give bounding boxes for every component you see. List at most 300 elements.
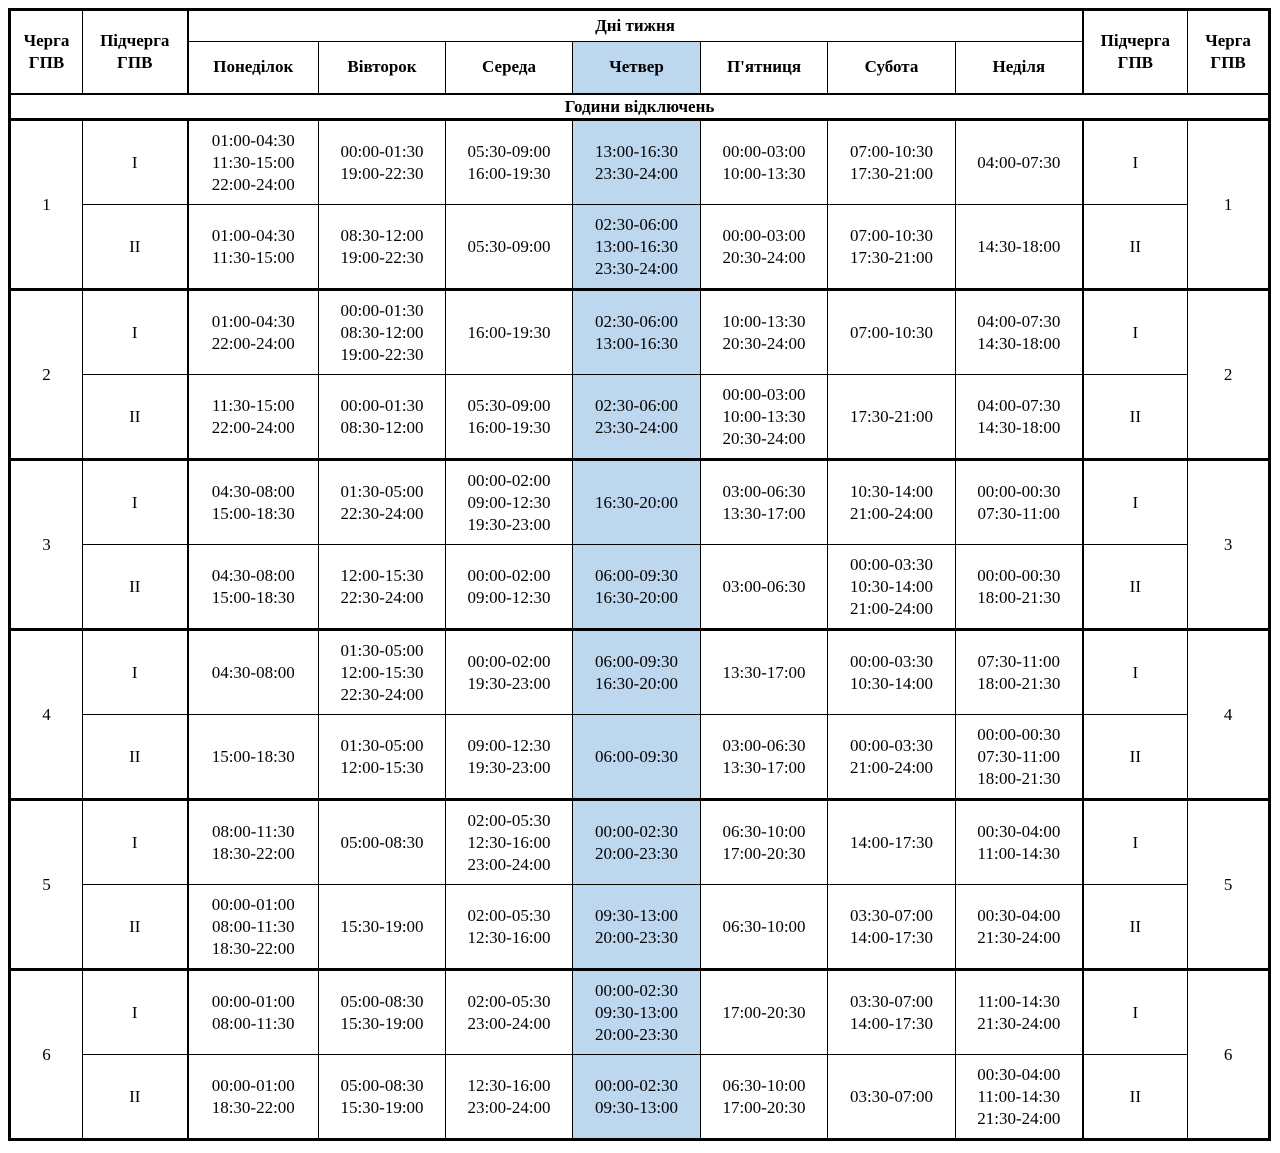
time-range: 04:30-08:00 (211, 566, 295, 585)
queue-number-left: 5 (10, 800, 83, 970)
time-range: 23:00-24:00 (467, 854, 551, 874)
subqueue-label-left: II (83, 375, 188, 460)
time-range: 05:00-08:30 (340, 832, 424, 852)
outage-times-day-4 (701, 375, 828, 460)
outage-times-day-3 (573, 715, 701, 800)
time-range: 05:30-09:00 (467, 142, 551, 161)
time-range: 08:00-11:30 (212, 822, 295, 841)
time-range: 05:30-09:00 (467, 236, 551, 256)
time-range: 23:00-24:00 (467, 1097, 551, 1117)
time-range: 23:00-24:00 (467, 1013, 551, 1033)
time-range: 14:30-18:00 (977, 333, 1061, 353)
outage-times-day-2 (446, 1055, 573, 1140)
time-range: 12:30-16:00 (467, 1076, 551, 1095)
outage-times-day-2 (446, 885, 573, 970)
time-range: 19:30-23:00 (467, 673, 551, 693)
time-range: 22:00-24:00 (211, 333, 295, 353)
time-range: 18:00-21:30 (977, 587, 1061, 607)
subqueue-label-right: II (1083, 545, 1188, 630)
queue-header-right: Черга ГПВ (1188, 10, 1270, 94)
outage-times-day-0 (188, 120, 319, 205)
time-range: 09:30-13:00 (594, 1097, 679, 1117)
outage-times-day-1 (319, 290, 446, 375)
outage-times-day-5 (828, 290, 956, 375)
outage-times-day-4 (701, 970, 828, 1055)
time-range: 18:30-22:00 (211, 938, 295, 958)
outage-times-day-1 (319, 800, 446, 885)
outage-times-day-1 (319, 545, 446, 630)
time-range: 00:00-02:30 (594, 981, 679, 1001)
outage-times-day-4 (701, 460, 828, 545)
subqueue-label-right: I (1083, 800, 1188, 885)
outage-times-day-0 (188, 885, 319, 970)
time-range: 13:00-16:30 (594, 142, 679, 161)
time-range: 00:30-04:00 (977, 822, 1061, 841)
time-range: 00:00-01:30 (340, 142, 424, 161)
schedule-row-queue-6-sub-II (10, 1055, 1270, 1140)
outage-times-day-5 (828, 630, 956, 715)
time-range: 06:00-09:30 (594, 746, 679, 766)
outage-times-day-2 (446, 205, 573, 290)
outage-times-day-5 (828, 800, 956, 885)
time-range: 10:30-14:00 (849, 482, 934, 501)
outage-times-day-0 (188, 970, 319, 1055)
outage-times-day-6 (956, 120, 1083, 205)
outage-times-day-0 (188, 460, 319, 545)
outage-times-day-5 (828, 375, 956, 460)
time-range: 02:30-06:00 (594, 312, 679, 331)
outage-times-day-1 (319, 120, 446, 205)
outage-times-day-6 (956, 1055, 1083, 1140)
day-header-tuesday: Вівторок (319, 42, 446, 94)
time-range: 00:00-03:00 (722, 226, 806, 245)
subqueue-label-left: II (83, 205, 188, 290)
subqueue-label-left: I (83, 800, 188, 885)
outage-times-day-5 (828, 715, 956, 800)
time-range: 17:30-21:00 (849, 163, 934, 183)
day-header-saturday: Субота (828, 42, 956, 94)
time-range: 19:00-22:30 (340, 247, 424, 267)
subqueue-label-left: I (83, 290, 188, 375)
time-range: 00:00-03:30 (849, 652, 934, 671)
time-range: 12:30-16:00 (467, 927, 551, 947)
time-range: 21:00-24:00 (849, 503, 934, 523)
time-range: 15:00-18:30 (211, 587, 295, 607)
time-range: 19:30-23:00 (467, 757, 551, 777)
time-range: 05:30-09:00 (467, 396, 551, 415)
outage-times-day-6 (956, 460, 1083, 545)
queue-number-right: 6 (1188, 970, 1270, 1140)
time-range: 00:00-02:00 (467, 566, 551, 585)
queue-number-right: 2 (1188, 290, 1270, 460)
outage-times-day-2 (446, 290, 573, 375)
queue-number-left: 3 (10, 460, 83, 630)
time-range: 12:00-15:30 (340, 757, 424, 777)
time-range: 07:30-11:00 (977, 652, 1061, 671)
time-range: 09:30-13:00 (594, 1002, 679, 1022)
outage-times-day-5 (828, 460, 956, 545)
time-range: 00:00-00:30 (977, 566, 1061, 585)
time-range: 17:30-21:00 (849, 247, 934, 267)
time-range: 01:30-05:00 (340, 641, 424, 661)
time-range: 01:00-04:30 (211, 226, 295, 245)
time-range: 14:30-18:00 (977, 417, 1061, 437)
outage-times-day-0 (188, 205, 319, 290)
subqueue-label-right: I (1083, 460, 1188, 545)
subqueue-label-right: II (1083, 1055, 1188, 1140)
time-range: 21:00-24:00 (849, 598, 934, 618)
time-range: 18:00-21:30 (977, 768, 1061, 788)
time-range: 00:00-01:30 (340, 396, 424, 415)
time-range: 04:00-07:30 (977, 312, 1061, 331)
time-range: 12:00-15:30 (340, 566, 424, 585)
time-range: 01:30-05:00 (340, 736, 424, 755)
time-range: 19:30-23:00 (467, 514, 551, 534)
outage-times-day-5 (828, 1055, 956, 1140)
subqueue-label-left: II (83, 885, 188, 970)
time-range: 10:30-14:00 (849, 576, 934, 596)
time-range: 17:00-20:30 (722, 1002, 806, 1022)
outage-times-day-0 (188, 630, 319, 715)
outage-times-day-6 (956, 205, 1083, 290)
time-range: 06:30-10:00 (722, 822, 806, 841)
outage-times-day-6 (956, 970, 1083, 1055)
schedule-row-queue-2-sub-II (10, 375, 1270, 460)
time-range: 11:00-14:30 (977, 843, 1061, 863)
outage-times-day-4 (701, 1055, 828, 1140)
outage-times-day-3 (573, 970, 701, 1055)
time-range: 08:30-12:00 (340, 322, 424, 342)
time-range: 08:00-11:30 (212, 916, 295, 936)
outage-schedule-table (8, 8, 1271, 1141)
schedule-row-queue-3-sub-II (10, 545, 1270, 630)
subqueue-header-right: Підчерга ГПВ (1083, 10, 1188, 94)
outage-times-day-6 (956, 375, 1083, 460)
outage-times-day-5 (828, 545, 956, 630)
time-range: 05:00-08:30 (340, 1076, 424, 1095)
header-row-top (10, 10, 1270, 42)
day-header-thursday: Четвер (573, 42, 701, 94)
time-range: 09:00-12:30 (467, 736, 551, 755)
outage-times-day-6 (956, 715, 1083, 800)
day-header-wednesday: Середа (446, 42, 573, 94)
time-range: 10:00-13:30 (722, 406, 806, 426)
time-range: 21:30-24:00 (977, 1108, 1061, 1128)
outage-times-day-2 (446, 630, 573, 715)
outage-times-day-3 (573, 800, 701, 885)
outage-times-day-4 (701, 885, 828, 970)
time-range: 01:00-04:30 (211, 131, 295, 151)
queue-number-left: 6 (10, 970, 83, 1140)
time-range: 01:30-05:00 (340, 482, 424, 501)
time-range: 00:00-02:30 (594, 1076, 679, 1095)
schedule-row-queue-5-sub-II (10, 885, 1270, 970)
outage-times-day-2 (446, 460, 573, 545)
time-range: 18:30-22:00 (211, 843, 295, 863)
queue-number-left: 4 (10, 630, 83, 800)
time-range: 23:30-24:00 (594, 163, 679, 183)
outage-times-day-3 (573, 375, 701, 460)
time-range: 03:00-06:30 (722, 576, 806, 596)
outage-times-day-4 (701, 800, 828, 885)
outage-times-day-2 (446, 375, 573, 460)
time-range: 02:00-05:30 (467, 811, 551, 831)
time-range: 19:00-22:30 (340, 163, 424, 183)
outage-times-day-4 (701, 545, 828, 630)
time-range: 16:30-20:00 (594, 673, 679, 693)
schedule-row-queue-3-sub-I (10, 460, 1270, 545)
outage-hours-banner: Години відключень (10, 94, 1270, 120)
time-range: 00:00-01:00 (211, 895, 295, 915)
queue-header-left: Черга ГПВ (10, 10, 83, 94)
time-range: 07:00-10:30 (849, 226, 934, 245)
time-range: 00:00-00:30 (977, 725, 1061, 745)
time-range: 04:30-08:00 (211, 482, 295, 501)
outage-times-day-2 (446, 800, 573, 885)
queue-number-right: 1 (1188, 120, 1270, 290)
outage-times-day-0 (188, 545, 319, 630)
time-range: 20:00-23:30 (594, 1024, 679, 1044)
schedule-row-queue-6-sub-I (10, 970, 1270, 1055)
time-range: 22:30-24:00 (340, 503, 424, 523)
time-range: 01:00-04:30 (211, 312, 295, 331)
time-range: 08:00-11:30 (212, 1013, 295, 1033)
outage-times-day-4 (701, 205, 828, 290)
time-range: 15:30-19:00 (340, 1013, 424, 1033)
time-range: 00:00-03:00 (722, 142, 806, 161)
subqueue-label-right: II (1083, 375, 1188, 460)
time-range: 00:00-03:30 (849, 555, 934, 575)
time-range: 08:30-12:00 (340, 226, 424, 245)
outage-times-day-5 (828, 205, 956, 290)
outage-times-day-1 (319, 375, 446, 460)
time-range: 20:00-23:30 (594, 843, 679, 863)
time-range: 20:30-24:00 (722, 333, 806, 353)
time-range: 02:00-05:30 (467, 992, 551, 1011)
time-range: 03:30-07:00 (849, 906, 934, 925)
day-header-monday: Понеділок (188, 42, 319, 94)
time-range: 11:30-15:00 (212, 247, 295, 267)
outage-times-day-6 (956, 545, 1083, 630)
subqueue-label-left: I (83, 630, 188, 715)
schedule-row-queue-2-sub-I (10, 290, 1270, 375)
outage-times-day-0 (188, 1055, 319, 1140)
outage-times-day-1 (319, 205, 446, 290)
time-range: 16:00-19:30 (467, 417, 551, 437)
time-range: 20:00-23:30 (594, 927, 679, 947)
outage-times-day-3 (573, 120, 701, 205)
time-range: 02:30-06:00 (594, 215, 679, 235)
outage-times-day-1 (319, 1055, 446, 1140)
time-range: 19:00-22:30 (340, 344, 424, 364)
schedule-row-queue-1-sub-I (10, 120, 1270, 205)
time-range: 13:30-17:00 (722, 757, 806, 777)
time-range: 18:00-21:30 (977, 673, 1061, 693)
time-range: 00:00-01:00 (211, 1076, 295, 1095)
outage-times-day-4 (701, 290, 828, 375)
outage-times-day-3 (573, 205, 701, 290)
outage-times-day-1 (319, 885, 446, 970)
time-range: 07:00-10:30 (849, 142, 934, 161)
time-range: 06:00-09:30 (594, 566, 679, 585)
outage-times-day-0 (188, 375, 319, 460)
outage-times-day-5 (828, 970, 956, 1055)
time-range: 05:00-08:30 (340, 992, 424, 1011)
time-range: 16:00-19:30 (467, 163, 551, 183)
header-row-day-names (10, 42, 1270, 94)
time-range: 15:30-19:00 (340, 1097, 424, 1117)
time-range: 11:00-14:30 (977, 992, 1061, 1011)
time-range: 00:00-01:00 (211, 992, 295, 1011)
time-range: 10:30-14:00 (849, 673, 934, 693)
time-range: 03:30-07:00 (849, 1086, 934, 1106)
time-range: 14:00-17:30 (849, 832, 934, 852)
time-range: 03:00-06:30 (722, 736, 806, 755)
schedule-row-queue-4-sub-I (10, 630, 1270, 715)
outage-times-day-4 (701, 630, 828, 715)
time-range: 07:30-11:00 (977, 503, 1061, 523)
time-range: 07:30-11:00 (977, 746, 1061, 766)
time-range: 22:00-24:00 (211, 174, 295, 194)
time-range: 09:30-13:00 (594, 906, 679, 925)
outage-times-day-6 (956, 290, 1083, 375)
queue-number-right: 5 (1188, 800, 1270, 970)
time-range: 09:00-12:30 (467, 587, 551, 607)
subqueue-label-left: I (83, 970, 188, 1055)
time-range: 06:30-10:00 (722, 1076, 806, 1095)
time-range: 00:00-02:00 (467, 471, 551, 491)
time-range: 00:30-04:00 (977, 1065, 1061, 1085)
subqueue-label-left: I (83, 120, 188, 205)
outage-times-day-6 (956, 885, 1083, 970)
day-header-friday: П'ятниця (701, 42, 828, 94)
time-range: 04:00-07:30 (977, 396, 1061, 415)
time-range: 00:00-02:30 (594, 822, 679, 841)
time-range: 17:00-20:30 (722, 1097, 806, 1117)
time-range: 14:00-17:30 (849, 927, 934, 947)
time-range: 09:00-12:30 (467, 492, 551, 512)
subqueue-label-left: II (83, 715, 188, 800)
outage-times-day-1 (319, 460, 446, 545)
outage-times-day-3 (573, 1055, 701, 1140)
subqueue-label-right: I (1083, 970, 1188, 1055)
outage-times-day-6 (956, 630, 1083, 715)
time-range: 13:30-17:00 (722, 662, 806, 682)
hours-banner-row (10, 94, 1270, 120)
time-range: 16:00-19:30 (467, 322, 551, 342)
time-range: 17:30-21:00 (849, 406, 934, 426)
time-range: 04:30-08:00 (211, 662, 295, 682)
subqueue-label-left: II (83, 1055, 188, 1140)
subqueue-label-right: II (1083, 715, 1188, 800)
time-range: 10:00-13:30 (722, 163, 806, 183)
time-range: 00:00-02:00 (467, 652, 551, 671)
time-range: 08:30-12:00 (340, 417, 424, 437)
outage-times-day-1 (319, 970, 446, 1055)
outage-times-day-3 (573, 630, 701, 715)
time-range: 06:00-09:30 (594, 652, 679, 671)
outage-times-day-5 (828, 120, 956, 205)
subqueue-label-right: II (1083, 885, 1188, 970)
time-range: 17:00-20:30 (722, 843, 806, 863)
time-range: 16:30-20:00 (594, 587, 679, 607)
time-range: 04:00-07:30 (977, 152, 1061, 172)
outage-times-day-2 (446, 715, 573, 800)
time-range: 21:30-24:00 (977, 927, 1061, 947)
queue-number-left: 2 (10, 290, 83, 460)
time-range: 12:00-15:30 (340, 662, 424, 682)
outage-times-day-5 (828, 885, 956, 970)
time-range: 13:00-16:30 (594, 333, 679, 353)
subqueue-label-right: I (1083, 630, 1188, 715)
time-range: 20:30-24:00 (722, 428, 806, 448)
subqueue-label-left: I (83, 460, 188, 545)
day-header-sunday: Неділя (956, 42, 1083, 94)
time-range: 21:30-24:00 (977, 1013, 1061, 1033)
time-range: 03:30-07:00 (849, 992, 934, 1011)
outage-times-day-3 (573, 885, 701, 970)
time-range: 21:00-24:00 (849, 757, 934, 777)
subqueue-label-right: II (1083, 205, 1188, 290)
time-range: 20:30-24:00 (722, 247, 806, 267)
time-range: 02:00-05:30 (467, 906, 551, 925)
outage-times-day-4 (701, 120, 828, 205)
schedule-row-queue-1-sub-II (10, 205, 1270, 290)
time-range: 23:30-24:00 (594, 417, 679, 437)
time-range: 03:00-06:30 (722, 482, 806, 501)
time-range: 22:30-24:00 (340, 684, 424, 704)
outage-times-day-6 (956, 800, 1083, 885)
queue-number-left: 1 (10, 120, 83, 290)
outage-times-day-0 (188, 715, 319, 800)
outage-times-day-4 (701, 715, 828, 800)
time-range: 18:30-22:00 (211, 1097, 295, 1117)
time-range: 11:30-15:00 (212, 152, 295, 172)
time-range: 10:00-13:30 (722, 312, 806, 331)
time-range: 13:30-17:00 (722, 503, 806, 523)
schedule-row-queue-5-sub-I (10, 800, 1270, 885)
time-range: 15:30-19:00 (340, 916, 424, 936)
time-range: 07:00-10:30 (849, 322, 934, 342)
time-range: 02:30-06:00 (594, 396, 679, 415)
outage-times-day-0 (188, 800, 319, 885)
time-range: 00:00-00:30 (977, 482, 1061, 501)
time-range: 00:00-03:00 (722, 385, 806, 405)
subqueue-header-left: Підчерга ГПВ (83, 10, 188, 94)
outage-times-day-3 (573, 290, 701, 375)
outage-times-day-2 (446, 970, 573, 1055)
time-range: 12:30-16:00 (467, 832, 551, 852)
subqueue-label-left: II (83, 545, 188, 630)
outage-times-day-3 (573, 460, 701, 545)
time-range: 23:30-24:00 (594, 258, 679, 278)
outage-times-day-0 (188, 290, 319, 375)
outage-times-day-2 (446, 545, 573, 630)
time-range: 11:00-14:30 (977, 1086, 1061, 1106)
time-range: 15:00-18:30 (211, 503, 295, 523)
time-range: 00:00-01:30 (340, 301, 424, 321)
outage-times-day-3 (573, 545, 701, 630)
time-range: 11:30-15:00 (212, 396, 295, 415)
time-range: 06:30-10:00 (722, 916, 806, 936)
outage-times-day-1 (319, 715, 446, 800)
days-of-week-header: Дні тижня (188, 10, 1083, 42)
outage-times-day-2 (446, 120, 573, 205)
subqueue-label-right: I (1083, 120, 1188, 205)
time-range: 22:00-24:00 (211, 417, 295, 437)
time-range: 16:30-20:00 (594, 492, 679, 512)
time-range: 14:30-18:00 (977, 236, 1061, 256)
